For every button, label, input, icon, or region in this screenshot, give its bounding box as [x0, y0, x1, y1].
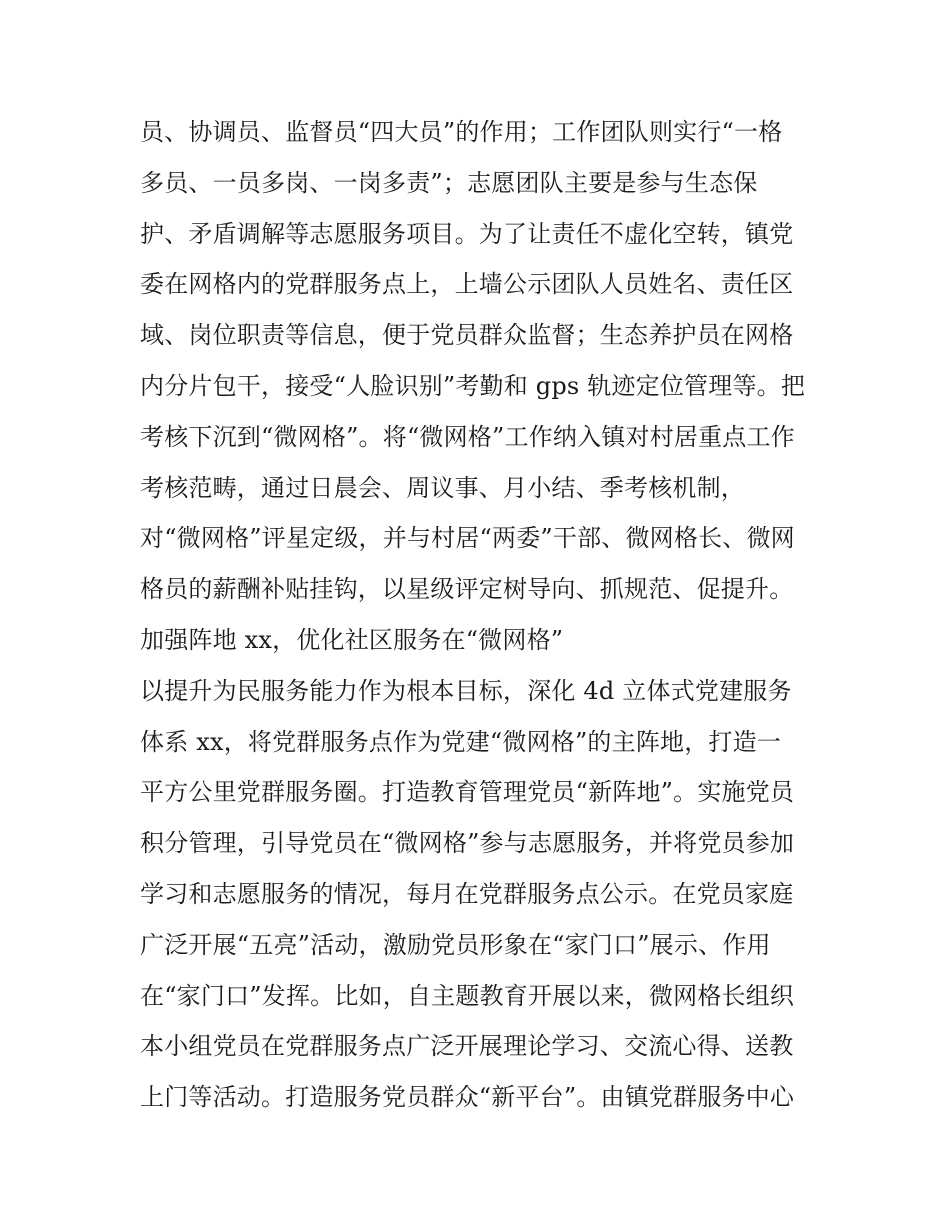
- section-heading: 加强阵地 xx，优化社区服务在“微网格”: [140, 625, 564, 654]
- text-line: 内分片包干，接受“人脸识别”考勤和 gps 轨迹定位管理等。把: [140, 371, 806, 400]
- text-line: 委在网格内的党群服务点上，上墙公示团队人员姓名、责任区: [140, 270, 794, 299]
- text-line: 上门等活动。打造服务党员群众“新平台”。由镇党群服务中心: [140, 1083, 795, 1112]
- text-line: 域、岗位职责等信息，便于党员群众监督；生态养护员在网格: [140, 321, 794, 350]
- text-line: 本小组党员在党群服务点广泛开展理论学习、交流心得、送教: [140, 1032, 794, 1061]
- text-line: 平方公里党群服务圈。打造教育管理党员“新阵地”。实施党员: [140, 778, 795, 807]
- text-line: 学习和志愿服务的情况，每月在党群服务点公示。在党员家庭: [140, 879, 794, 908]
- text-line: 对“微网格”评星定级，并与村居“两委”干部、微网格长、微网: [140, 524, 795, 553]
- text-line: 考核范畴，通过日晨会、周议事、月小结、季考核机制，: [140, 473, 745, 502]
- body-text: [140, 107, 830, 1123]
- text-line: 在“家门口”发挥。比如，自主题教育开展以来，微网格长组织: [140, 981, 795, 1010]
- text-line: 考核下沉到“微网格”。将“微网格”工作纳入镇对村居重点工作: [140, 422, 795, 451]
- text-line: 员、协调员、监督员“四大员”的作用；工作团队则实行“一格: [140, 118, 783, 146]
- text-line: 体系 xx，将党群服务点作为党建“微网格”的主阵地，打造一: [140, 727, 782, 756]
- text-line: 以提升为民服务能力作为根本目标，深化 4d 立体式党建服务: [140, 676, 792, 705]
- text-line: 护、矛盾调解等志愿服务项目。为了让责任不虚化空转，镇党: [140, 219, 794, 248]
- text-line: 积分管理，引导党员在“微网格”参与志愿服务，并将党员参加: [140, 829, 795, 858]
- text-line: 多员、一员多岗、一岗多责”；志愿团队主要是参与生态保: [140, 168, 758, 197]
- text-line: 广泛开展“五亮”活动，激励党员形象在“家门口”展示、作用: [140, 930, 771, 959]
- text-line: 格员的薪酬补贴挂钩，以星级评定树导向、抓规范、促提升。: [140, 575, 794, 604]
